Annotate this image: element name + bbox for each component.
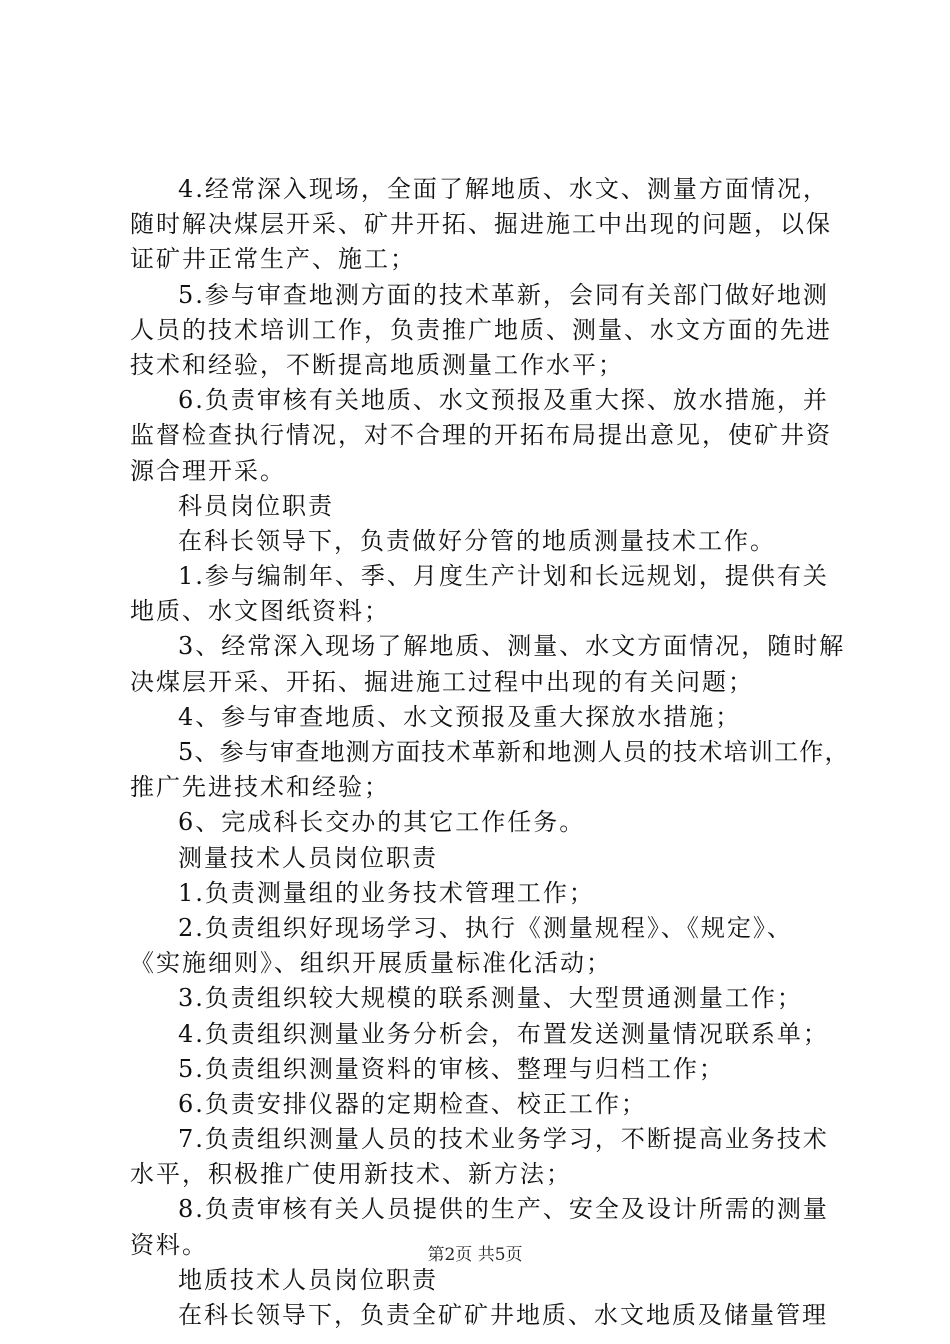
paragraph-line: 4.经常深入现场，全面了解地质、水文、测量方面情况， bbox=[178, 175, 829, 203]
paragraph-line: 5.参与审查地测方面的技术革新，会同有关部门做好地测 bbox=[178, 280, 829, 309]
paragraph-line: 技术和经验，不断提高地质测量工作水平； bbox=[130, 350, 624, 379]
paragraph-line: 随时解决煤层开采、矿井开拓、掘进施工中出现的问题，以保 bbox=[130, 210, 832, 239]
paragraph-line: 3.负责组织较大规模的联系测量、大型贯通测量工作； bbox=[178, 984, 803, 1013]
page-number: 第2页 共5页 bbox=[427, 1245, 523, 1265]
paragraph-line: 水平，积极推广使用新技术、新方法； bbox=[130, 1160, 572, 1189]
paragraph-line: 5.负责组织测量资料的审核、整理与归档工作； bbox=[178, 1054, 725, 1083]
paragraph-line: 资料。 bbox=[130, 1230, 208, 1259]
paragraph-line: 1.负责测量组的业务技术管理工作； bbox=[178, 878, 595, 907]
paragraph-line: 推广先进技术和经验； bbox=[130, 773, 390, 802]
paragraph-line: 4.负责组织测量业务分析会，布置发送测量情况联系单； bbox=[178, 1019, 829, 1048]
paragraph-line: 决煤层开采、开拓、掘进施工过程中出现的有关问题； bbox=[130, 667, 754, 696]
paragraph-line: 地质、水文图纸资料； bbox=[130, 597, 390, 626]
paragraph-line: 1.参与编制年、季、月度生产计划和长远规划，提供有关 bbox=[178, 562, 829, 591]
paragraph-line: 人员的技术培训工作，负责推广地质、测量、水文方面的先进 bbox=[130, 315, 832, 344]
paragraph-line: 6.负责审核有关地质、水文预报及重大探、放水措施，并 bbox=[178, 386, 829, 415]
paragraph-line: 在科长领导下，负责全矿矿井地质、水文地质及储量管理 bbox=[178, 1301, 828, 1329]
paragraph-line: 监督检查执行情况，对不合理的开拓布局提出意见，使矿井资 bbox=[130, 421, 832, 450]
paragraph-line: 5、参与审查地测方面技术革新和地测人员的技术培训工作， bbox=[178, 738, 850, 766]
paragraph-line: 8.负责审核有关人员提供的生产、安全及设计所需的测量 bbox=[178, 1195, 829, 1224]
paragraph-line: 2.负责组织好现场学习、执行《测量规程》、《规定》、 bbox=[178, 913, 793, 942]
paragraph-line: 6.负责安排仪器的定期检查、校正工作； bbox=[178, 1089, 647, 1118]
section-heading: 测量技术人员岗位职责 bbox=[178, 843, 438, 872]
paragraph-line: 7.负责组织测量人员的技术业务学习，不断提高业务技术 bbox=[178, 1125, 829, 1154]
paragraph-line: 证矿井正常生产、施工； bbox=[130, 245, 416, 274]
section-heading: 科员岗位职责 bbox=[178, 491, 334, 520]
paragraph-line: 源合理开采。 bbox=[130, 456, 286, 485]
paragraph-line: 6、完成科长交办的其它工作任务。 bbox=[178, 808, 586, 837]
paragraph-line: 3、经常深入现场了解地质、测量、水文方面情况，随时解 bbox=[178, 632, 846, 661]
section-heading: 地质技术人员岗位职责 bbox=[178, 1265, 438, 1294]
document-body bbox=[130, 172, 850, 1333]
paragraph-line: 《实施细则》、组织开展质量标准化活动； bbox=[130, 949, 612, 978]
paragraph-line: 4、参与审查地质、水文预报及重大探放水措施； bbox=[178, 702, 742, 731]
paragraph-line: 在科长领导下，负责做好分管的地质测量技术工作。 bbox=[178, 526, 776, 555]
